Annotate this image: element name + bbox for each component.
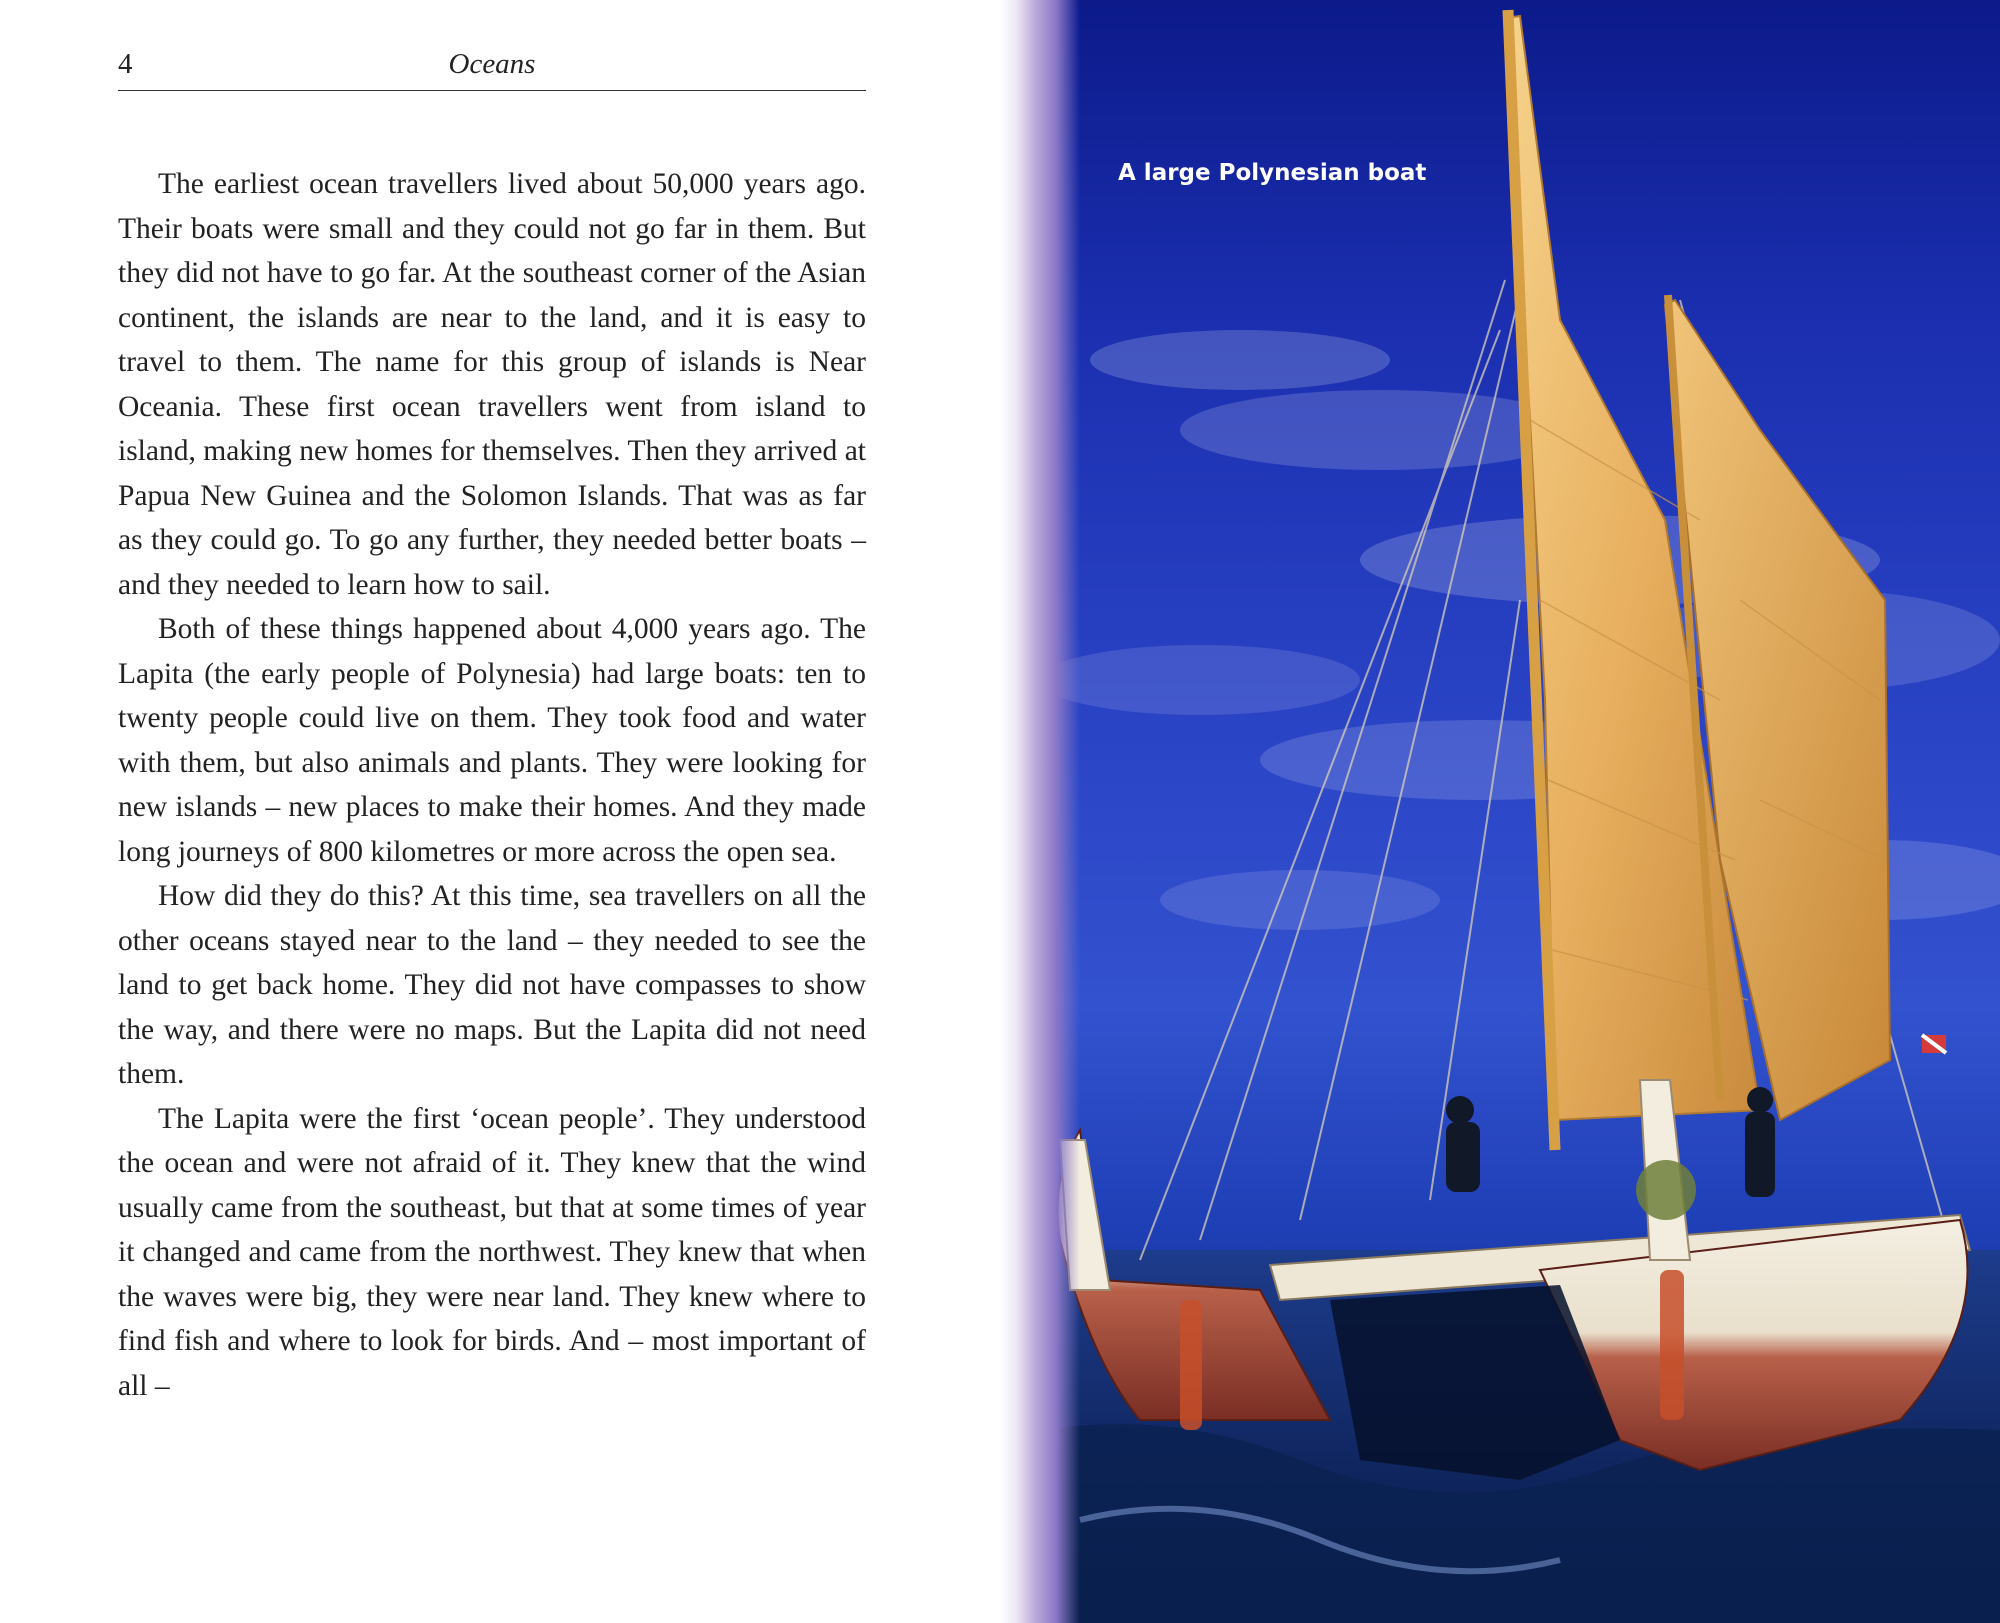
paragraph-2: Both of these things happened about 4,000 years ago. The Lapita (the early people of Polynesia) had large boats: ten to twenty people could live on them. They took food and water with them, but also animals and plants. They were looking for new islands – new places to make their homes. And they made long journeys of 800 kilometres or more across the open sea. bbox=[118, 613, 866, 868]
body-text bbox=[118, 162, 866, 1408]
photo-caption: A large Polynesian boat bbox=[1118, 160, 1427, 186]
paragraph-1: The earliest ocean travellers lived about 50,000 years ago. Their boats were small and they could not go far in them. But they did not have to go far. At the southeast corner of the Asian continent, the islands are near to the land, and it is easy to travel to them. The name for this group of islands is Near Oceania. These first ocean travellers went from island to island, making new homes for themselves. Then they arrived at Papua New Guinea and the Solomon Islands. That was as far as they could go. To go any further, they needed better boats – and they needed to learn how to sail. bbox=[118, 168, 866, 601]
sailboat-photo bbox=[1000, 0, 2000, 1623]
running-head bbox=[118, 48, 866, 91]
page-number: 4 bbox=[118, 48, 133, 80]
running-title: Oceans bbox=[448, 48, 536, 80]
flag bbox=[1922, 1035, 1946, 1053]
paragraph-3: How did they do this? At this time, sea travellers on all the other oceans stayed near to the land – they needed to see the land to get back home. They did not have compasses to show the way, and there were no maps. But the Lapita did not need them. bbox=[118, 880, 866, 1090]
page-spine-shading bbox=[1000, 0, 1080, 1623]
paragraph-4: The Lapita were the first ‘ocean people’. They understood the ocean and were not afraid of it. They knew that the wind usually came from the southeast, but that at some times of year it changed and came from the northwest. They knew that when the waves were big, they were near land. They knew where to find fish and where to look for birds. And – most important of all – bbox=[118, 1102, 866, 1402]
right-page bbox=[1000, 0, 2000, 1623]
